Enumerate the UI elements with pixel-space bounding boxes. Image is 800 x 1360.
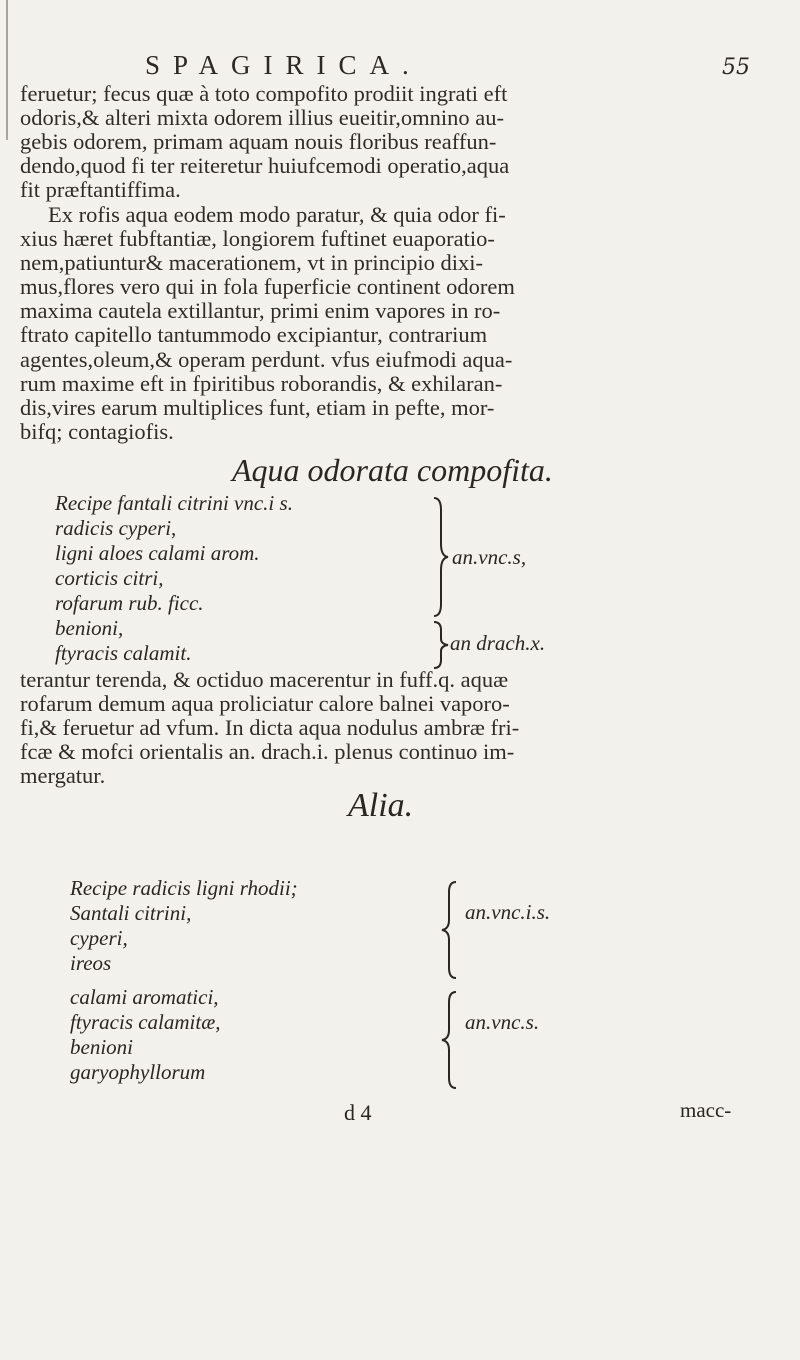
ingredient-line: garyophyllorum [70, 1060, 206, 1084]
margin-rule [6, 0, 8, 140]
ingredient-line: ireos [70, 951, 112, 975]
ingredient-line: Recipe fantali citrini vnc.i s. [55, 491, 293, 515]
recipe-2-group-2 [70, 985, 221, 1085]
alt-recipe-heading: Alia. [348, 787, 414, 824]
text-line: mus,flores vero qui in fola fuperficie continent odorem [20, 275, 515, 300]
quantity-label: an drach.x. [450, 631, 546, 655]
ingredient-line: Recipe radicis ligni rhodii; [70, 876, 298, 900]
text-line: fcæ & mofci orientalis an. drach.i. plenus continuo im- [20, 740, 515, 765]
text-line: feruetur; fecus quæ à toto compofito prodiit ingrati eft [20, 82, 508, 106]
text-line: ftrato capitello tantummodo excipiantur, contrarium [20, 323, 488, 348]
ingredient-line: corticis citri, [55, 566, 164, 590]
text-line: dis,vires earum multiplices funt, etiam in pefte, mor- [20, 395, 495, 420]
quantity-label: an.vnc.i.s. [465, 900, 551, 924]
text-line: nem,patiuntur& macerationem, vt in principio dixi- [20, 251, 484, 276]
ingredient-line: calami aromatici, [70, 985, 219, 1009]
page-number: 55 [722, 55, 750, 80]
ingredient-line: benioni [70, 1035, 133, 1059]
paragraph-1 [20, 82, 780, 202]
running-title: SPAGIRICA. [145, 50, 422, 80]
quantity-label: an.vnc.s. [465, 1010, 540, 1034]
text-line: gebis odorem, primam aquam nouis floribus reaffun- [20, 130, 497, 155]
recipe-1-group-2 [55, 616, 191, 666]
curly-brace-icon [428, 620, 450, 670]
text-line: odoris,& alteri mixta odorem illius eueitir,omnino au- [20, 106, 505, 131]
text-line: rofarum demum aqua proliciatur calore balnei vaporo- [20, 692, 510, 717]
curly-brace-icon [428, 496, 450, 618]
text-line: agentes,oleum,& operam perdunt. vfus eiufmodi aqua- [20, 347, 513, 372]
ingredient-line: ftyracis calamitæ, [70, 1010, 221, 1034]
text-line: bifq; contagiofis. [20, 419, 174, 444]
ingredient-line: ftyracis calamit. [55, 641, 192, 665]
text-line: xius hæret fubftantiæ, longiorem fuftinet euaporatio- [20, 227, 495, 252]
ingredient-line: rofarum rub. ficc. [55, 591, 204, 615]
catchword: macc- [680, 1098, 732, 1122]
ingredient-line: Santali citrini, [70, 901, 192, 925]
text-line: terantur terenda, & octiduo macerentur in fuff.q. aquæ [20, 668, 509, 692]
ingredient-line: ligni aloes calami arom. [55, 541, 260, 565]
text-line: dendo,quod fi ter reiteretur huiufcemodi operatio,aqua [20, 154, 510, 179]
text-line: fi,& feruetur ad vfum. In dicta aqua nodulus ambræ fri- [20, 716, 520, 741]
signature-mark: d 4 [344, 1100, 372, 1125]
curly-brace-icon [440, 990, 462, 1090]
text-line: maxima cautela extillantur, primi enim vapores in ro- [20, 299, 501, 324]
text-line: Ex rofis aqua eodem modo paratur, & quia odor fi- [48, 203, 506, 227]
quantity-label: an.vnc.s, [452, 545, 527, 569]
curly-brace-icon [440, 880, 462, 980]
paragraph-2 [20, 203, 780, 444]
recipe-1-group-1 [55, 491, 293, 616]
text-line: fit præftantiffima. [20, 178, 181, 203]
text-line: mergatur. [20, 764, 106, 789]
paragraph-3 [20, 668, 780, 788]
ingredient-line: cyperi, [70, 926, 128, 950]
ingredient-line: benioni, [55, 616, 124, 640]
recipe-2-group-1 [70, 876, 298, 976]
recipe-heading: Aqua odorata compofita. [232, 452, 553, 488]
text-line: rum maxime eft in fpiritibus roborandis, & exhilaran- [20, 371, 503, 396]
ingredient-line: radicis cyperi, [55, 516, 177, 540]
